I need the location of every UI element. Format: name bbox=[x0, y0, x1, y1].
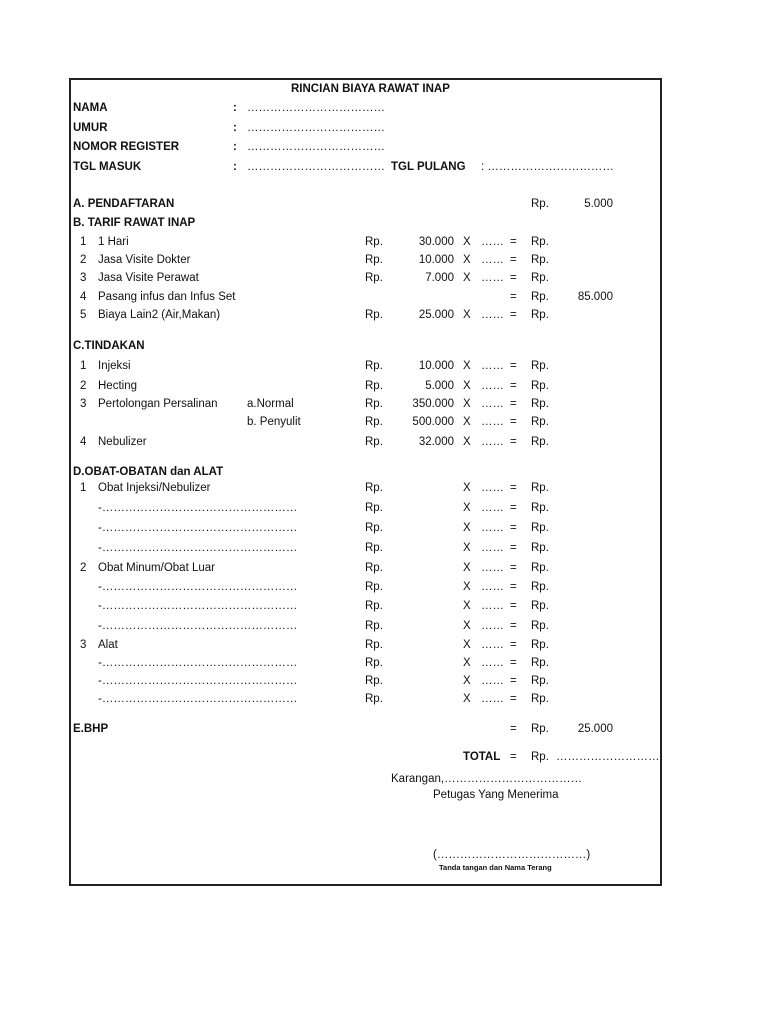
qty-field[interactable]: …… bbox=[481, 581, 504, 593]
rp-label: Rp. bbox=[531, 675, 549, 687]
rp-label: Rp. bbox=[365, 581, 383, 593]
equals-sign: = bbox=[510, 482, 517, 494]
rp-label: Rp. bbox=[531, 502, 549, 514]
multiply-sign: X bbox=[463, 620, 471, 632]
equals-sign: = bbox=[510, 751, 517, 763]
item-label: 1 Hari bbox=[98, 236, 129, 248]
qty-field[interactable]: …… bbox=[481, 360, 504, 372]
page-title: RINCIAN BIAYA RAWAT INAP bbox=[291, 83, 450, 95]
unit-price: 10.000 bbox=[418, 360, 454, 372]
umur-label: UMUR bbox=[73, 122, 108, 134]
equals-sign: = bbox=[510, 542, 517, 554]
equals-sign: = bbox=[510, 675, 517, 687]
blank-item-field[interactable]: -…………………………………………… bbox=[98, 581, 298, 593]
rp-label: Rp. bbox=[531, 360, 549, 372]
equals-sign: = bbox=[510, 254, 517, 266]
rp-label: Rp. bbox=[531, 416, 549, 428]
unit-price: 32.000 bbox=[418, 436, 454, 448]
multiply-sign: X bbox=[463, 380, 471, 392]
item-number: 2 bbox=[80, 562, 87, 574]
qty-field[interactable]: …… bbox=[481, 436, 504, 448]
section-e-label: E.BHP bbox=[73, 723, 109, 735]
equals-sign: = bbox=[510, 639, 517, 651]
item-label: Injeksi bbox=[98, 360, 131, 372]
blank-item-field[interactable]: -…………………………………………… bbox=[98, 522, 298, 534]
multiply-sign: X bbox=[463, 436, 471, 448]
rp-label: Rp. bbox=[531, 562, 549, 574]
rp-label: Rp. bbox=[365, 657, 383, 669]
nama-colon: : bbox=[233, 102, 237, 114]
equals-sign: = bbox=[510, 236, 517, 248]
rp-label: Rp. bbox=[365, 522, 383, 534]
umur-field[interactable]: ……………………………… bbox=[247, 122, 385, 134]
equals-sign: = bbox=[510, 272, 517, 284]
item-label: Pasang infus dan Infus Set bbox=[98, 291, 236, 303]
equals-sign: = bbox=[510, 723, 517, 735]
qty-field[interactable]: …… bbox=[481, 522, 504, 534]
equals-sign: = bbox=[510, 657, 517, 669]
rp-label: Rp. bbox=[531, 542, 549, 554]
rp-label: Rp. bbox=[531, 254, 549, 266]
qty-field[interactable]: …… bbox=[481, 600, 504, 612]
item-number: 4 bbox=[80, 436, 87, 448]
unit-price: 350.000 bbox=[412, 398, 454, 410]
rp-label: Rp. bbox=[531, 693, 549, 705]
item-sub-label: a.Normal bbox=[247, 398, 294, 410]
section-b-label: B. TARIF RAWAT INAP bbox=[73, 217, 196, 229]
rp-label: Rp. bbox=[365, 482, 383, 494]
rp-label: Rp. bbox=[531, 581, 549, 593]
equals-sign: = bbox=[510, 360, 517, 372]
qty-field[interactable]: …… bbox=[481, 657, 504, 669]
multiply-sign: X bbox=[463, 581, 471, 593]
multiply-sign: X bbox=[463, 639, 471, 651]
blank-item-field[interactable]: -…………………………………………… bbox=[98, 675, 298, 687]
qty-field[interactable]: …… bbox=[481, 380, 504, 392]
rp-label: Rp. bbox=[531, 380, 549, 392]
umur-colon: : bbox=[233, 122, 237, 134]
section-a-rp: Rp. bbox=[531, 198, 549, 210]
item-label: Nebulizer bbox=[98, 436, 147, 448]
rp-label: Rp. bbox=[365, 436, 383, 448]
multiply-sign: X bbox=[463, 254, 471, 266]
item-label: Jasa Visite Dokter bbox=[98, 254, 191, 266]
signature-caption: Tanda tangan dan Nama Terang bbox=[439, 863, 552, 872]
rp-label: Rp. bbox=[531, 398, 549, 410]
rp-label: Rp. bbox=[531, 600, 549, 612]
item-number: 1 bbox=[80, 236, 87, 248]
rp-label: Rp. bbox=[531, 272, 549, 284]
item-number: 4 bbox=[80, 291, 87, 303]
rp-label: Rp. bbox=[531, 639, 549, 651]
rp-label: Rp. bbox=[531, 522, 549, 534]
item-number: 1 bbox=[80, 360, 87, 372]
rp-label: Rp. bbox=[531, 620, 549, 632]
qty-field[interactable]: …… bbox=[481, 693, 504, 705]
multiply-sign: X bbox=[463, 398, 471, 410]
signature-name-field[interactable]: (…………………………………) bbox=[433, 849, 591, 861]
item-label: Alat bbox=[98, 639, 118, 651]
item-number: 5 bbox=[80, 309, 87, 321]
rp-label: Rp. bbox=[365, 600, 383, 612]
unit-price: 10.000 bbox=[418, 254, 454, 266]
rp-label: Rp. bbox=[531, 436, 549, 448]
multiply-sign: X bbox=[463, 236, 471, 248]
register-label: NOMOR REGISTER bbox=[73, 141, 180, 153]
qty-field[interactable]: …… bbox=[481, 675, 504, 687]
rp-label: Rp. bbox=[365, 562, 383, 574]
blank-item-field[interactable]: -…………………………………………… bbox=[98, 600, 298, 612]
qty-field[interactable]: …… bbox=[481, 254, 504, 266]
multiply-sign: X bbox=[463, 657, 471, 669]
rp-label: Rp. bbox=[365, 254, 383, 266]
multiply-sign: X bbox=[463, 502, 471, 514]
signature-role: Petugas Yang Menerima bbox=[433, 789, 559, 801]
qty-field[interactable]: …… bbox=[481, 639, 504, 651]
item-number: 3 bbox=[80, 272, 87, 284]
qty-field[interactable]: …… bbox=[481, 272, 504, 284]
rp-label: Rp. bbox=[365, 309, 383, 321]
nama-field[interactable]: ……………………………… bbox=[247, 102, 385, 114]
rp-label: Rp. bbox=[365, 360, 383, 372]
unit-price: 5.000 bbox=[425, 380, 454, 392]
blank-item-field[interactable]: -…………………………………………… bbox=[98, 657, 298, 669]
tgl-pulang-field[interactable]: : …………………………… bbox=[481, 161, 614, 173]
unit-price: 25.000 bbox=[418, 309, 454, 321]
multiply-sign: X bbox=[463, 482, 471, 494]
qty-field[interactable]: …… bbox=[481, 620, 504, 632]
equals-sign: = bbox=[510, 693, 517, 705]
rp-label: Rp. bbox=[365, 675, 383, 687]
rp-label: Rp. bbox=[365, 542, 383, 554]
item-number: 1 bbox=[80, 482, 87, 494]
qty-field[interactable]: …… bbox=[481, 309, 504, 321]
rp-label: Rp. bbox=[365, 380, 383, 392]
equals-sign: = bbox=[510, 502, 517, 514]
equals-sign: = bbox=[510, 309, 517, 321]
rp-label: Rp. bbox=[365, 272, 383, 284]
multiply-sign: X bbox=[463, 522, 471, 534]
tgl-masuk-colon: : bbox=[233, 161, 237, 173]
rp-label: Rp. bbox=[531, 291, 549, 303]
equals-sign: = bbox=[510, 620, 517, 632]
equals-sign: = bbox=[510, 522, 517, 534]
multiply-sign: X bbox=[463, 675, 471, 687]
equals-sign: = bbox=[510, 398, 517, 410]
section-d-label: D.OBAT-OBATAN dan ALAT bbox=[73, 466, 224, 478]
unit-price: 500.000 bbox=[412, 416, 454, 428]
section-e-amount: 25.000 bbox=[577, 723, 613, 735]
multiply-sign: X bbox=[463, 693, 471, 705]
rp-label: Rp. bbox=[531, 482, 549, 494]
total-label: TOTAL bbox=[463, 751, 501, 763]
qty-field[interactable]: …… bbox=[481, 482, 504, 494]
item-label: Pertolongan Persalinan bbox=[98, 398, 218, 410]
unit-price: 30.000 bbox=[418, 236, 454, 248]
item-number: 3 bbox=[80, 398, 87, 410]
nama-label: NAMA bbox=[73, 102, 108, 114]
rp-label: Rp. bbox=[365, 693, 383, 705]
qty-field[interactable]: …… bbox=[481, 416, 504, 428]
billing-form bbox=[69, 78, 662, 886]
equals-sign: = bbox=[510, 562, 517, 574]
qty-field[interactable]: …… bbox=[481, 502, 504, 514]
rp-label: Rp. bbox=[365, 620, 383, 632]
blank-item-field[interactable]: -…………………………………………… bbox=[98, 693, 298, 705]
multiply-sign: X bbox=[463, 309, 471, 321]
rp-label: Rp. bbox=[365, 416, 383, 428]
qty-field[interactable]: …… bbox=[481, 398, 504, 410]
equals-sign: = bbox=[510, 416, 517, 428]
item-number: 2 bbox=[80, 254, 87, 266]
item-number: 2 bbox=[80, 380, 87, 392]
rp-label: Rp. bbox=[531, 723, 549, 735]
equals-sign: = bbox=[510, 581, 517, 593]
qty-field[interactable]: …… bbox=[481, 236, 504, 248]
line-amount: 85.000 bbox=[577, 291, 613, 303]
item-label: Obat Minum/Obat Luar bbox=[98, 562, 215, 574]
multiply-sign: X bbox=[463, 360, 471, 372]
equals-sign: = bbox=[510, 291, 517, 303]
rp-label: Rp. bbox=[365, 398, 383, 410]
item-label: Hecting bbox=[98, 380, 137, 392]
item-label: Obat Injeksi/Nebulizer bbox=[98, 482, 211, 494]
tgl-masuk-label: TGL MASUK bbox=[73, 161, 142, 173]
blank-item-field[interactable]: -…………………………………………… bbox=[98, 620, 298, 632]
total-value-field[interactable]: ……………………… bbox=[556, 751, 660, 763]
multiply-sign: X bbox=[463, 416, 471, 428]
multiply-sign: X bbox=[463, 600, 471, 612]
item-number: 3 bbox=[80, 639, 87, 651]
rp-label: Rp. bbox=[365, 236, 383, 248]
rp-label: Rp. bbox=[531, 657, 549, 669]
blank-item-field[interactable]: -…………………………………………… bbox=[98, 502, 298, 514]
qty-field[interactable]: …… bbox=[481, 562, 504, 574]
section-a-label: A. PENDAFTARAN bbox=[73, 198, 175, 210]
multiply-sign: X bbox=[463, 562, 471, 574]
multiply-sign: X bbox=[463, 542, 471, 554]
equals-sign: = bbox=[510, 600, 517, 612]
signature-place: Karangan,……………………………… bbox=[391, 773, 583, 785]
unit-price: 7.000 bbox=[425, 272, 454, 284]
rp-label: Rp. bbox=[365, 502, 383, 514]
item-label: Jasa Visite Perawat bbox=[98, 272, 199, 284]
tgl-pulang-label: TGL PULANG bbox=[391, 161, 466, 173]
equals-sign: = bbox=[510, 436, 517, 448]
register-colon: : bbox=[233, 141, 237, 153]
item-sub-label: b. Penyulit bbox=[247, 416, 301, 428]
rp-label: Rp. bbox=[531, 236, 549, 248]
qty-field[interactable]: …… bbox=[481, 542, 504, 554]
blank-item-field[interactable]: -…………………………………………… bbox=[98, 542, 298, 554]
item-label: Biaya Lain2 (Air,Makan) bbox=[98, 309, 221, 321]
register-field[interactable]: ……………………………… bbox=[247, 141, 385, 153]
rp-label: Rp. bbox=[531, 751, 549, 763]
rp-label: Rp. bbox=[365, 639, 383, 651]
section-c-label: C.TINDAKAN bbox=[73, 340, 145, 352]
multiply-sign: X bbox=[463, 272, 471, 284]
rp-label: Rp. bbox=[531, 309, 549, 321]
equals-sign: = bbox=[510, 380, 517, 392]
tgl-masuk-field[interactable]: ……………………………… bbox=[247, 161, 385, 173]
section-a-amount: 5.000 bbox=[584, 198, 613, 210]
